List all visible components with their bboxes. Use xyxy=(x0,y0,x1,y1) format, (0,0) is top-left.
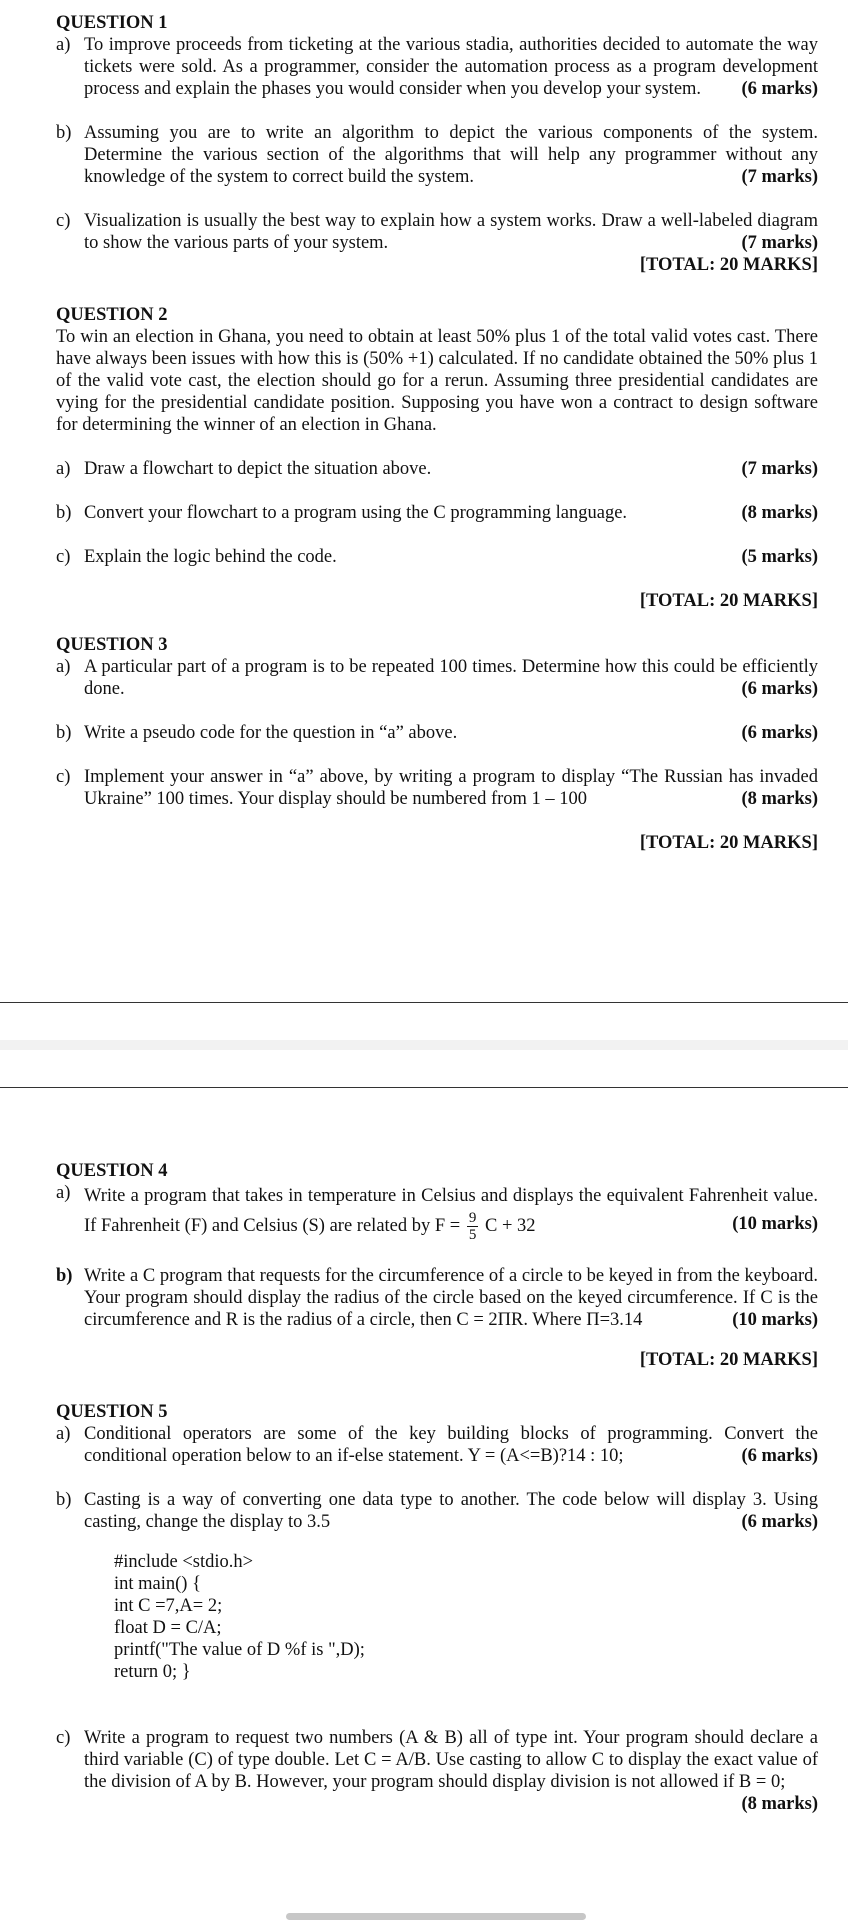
horizontal-scrollbar[interactable] xyxy=(286,1913,586,1920)
part-text: Convert your flowchart to a program using the C programming language. xyxy=(84,503,628,523)
page-gap xyxy=(0,1040,848,1050)
page-one xyxy=(56,12,818,854)
marks-label: (6 marks) xyxy=(741,1446,818,1466)
marks-label: (10 marks) xyxy=(732,1214,818,1234)
part-text: Write a C program that requests for the circumference of a circle to be keyed in from the keyboard. Your program should display the radius of the circle based on the keyed circumference. If C is the circumference and R is the radius of a circle, then C = 2ΠR. Where Π=3.14 xyxy=(84,1266,818,1330)
part-text: Assuming you are to write an algorithm to depict the various components of the system. Determine the various section of the algorithms that will help any programmer without any knowledge of the system to correct build the system. xyxy=(84,123,818,187)
marks-label: (6 marks) xyxy=(741,679,818,699)
page-divider-bottom xyxy=(0,1087,848,1088)
question-1-part-c xyxy=(56,210,818,254)
part-text: Explain the logic behind the code. xyxy=(84,547,337,567)
question-2-part-a xyxy=(56,458,818,480)
code-snippet xyxy=(114,1551,818,1683)
part-text: Casting is a way of converting one data type to another. The code below will display 3. Using casting, change the display to 3.5 xyxy=(84,1490,818,1532)
part-label: c) xyxy=(56,767,71,787)
question-5-part-a xyxy=(56,1423,818,1467)
fraction-numerator: 9 xyxy=(468,1210,477,1226)
part-label: a) xyxy=(56,657,71,677)
question-3-part-a xyxy=(56,656,818,700)
code-line: int C =7,A= 2; xyxy=(114,1596,223,1616)
question-5-title: QUESTION 5 xyxy=(56,1402,168,1422)
part-label: b) xyxy=(56,1266,73,1286)
part-text: C + 32 xyxy=(484,1215,536,1236)
fraction-denominator: 5 xyxy=(468,1227,477,1243)
question-3-total: [TOTAL: 20 MARKS] xyxy=(639,833,818,853)
question-1-part-b xyxy=(56,122,818,188)
marks-label: (10 marks) xyxy=(732,1310,818,1330)
question-1-total: [TOTAL: 20 MARKS] xyxy=(639,255,818,275)
code-line: #include <stdio.h> xyxy=(114,1552,254,1572)
marks-label: (7 marks) xyxy=(741,459,818,479)
question-4-part-a xyxy=(56,1182,818,1243)
marks-label: (8 marks) xyxy=(741,1794,818,1814)
question-4-part-b xyxy=(56,1265,818,1331)
code-line: return 0; } xyxy=(114,1662,191,1682)
part-label: c) xyxy=(56,1728,71,1748)
question-4-total: [TOTAL: 20 MARKS] xyxy=(639,1350,818,1370)
marks-label: (7 marks) xyxy=(741,167,818,187)
question-3-part-c xyxy=(56,766,818,810)
part-text: Conditional operators are some of the key building blocks of programming. Convert the conditional operation below to an if-else statement. Y = (A<=B)?14 : 10; xyxy=(84,1424,818,1466)
code-line: printf("The value of D %f is ",D); xyxy=(114,1640,365,1660)
page-divider-top xyxy=(0,1002,848,1003)
marks-label: (6 marks) xyxy=(741,1512,818,1532)
question-2-intro: To win an election in Ghana, you need to obtain at least 50% plus 1 of the total valid votes cast. There have always been issues with how this is (50% +1) calculated. If no candidate obtained the 50% plus 1 of the valid vote cast, the election should go for a rerun. Assuming three presidential candidates are vying for the presidential candidate position. Supposing you have won a contract to design software for determining the winner of an election in Ghana. xyxy=(56,327,818,435)
part-label: a) xyxy=(56,35,71,55)
marks-label: (7 marks) xyxy=(741,233,818,253)
question-5-part-c xyxy=(56,1727,818,1815)
part-text: Write a program to request two numbers (A & B) all of type int. Your program should declare a third variable (C) of type double. Let C = A/B. Use casting to allow C to display the exact value of the division of A by B. However, your program should display division is not allowed if B = 0; xyxy=(84,1728,818,1792)
question-4-title: QUESTION 4 xyxy=(56,1161,168,1181)
question-3-title: QUESTION 3 xyxy=(56,635,168,655)
part-label: a) xyxy=(56,1183,71,1203)
part-label: a) xyxy=(56,1424,71,1444)
question-2-total: [TOTAL: 20 MARKS] xyxy=(639,591,818,611)
part-label: b) xyxy=(56,1490,72,1510)
question-3-part-b xyxy=(56,722,818,744)
part-label: b) xyxy=(56,123,72,143)
part-text: Draw a flowchart to depict the situation above. xyxy=(84,459,432,479)
part-label: a) xyxy=(56,459,71,479)
question-1-part-a xyxy=(56,34,818,100)
part-text: Write a program that takes in temperature in Celsius and displays the equivalent Fahrenheit value. If Fahrenheit (F) and Celsius (S) are related by F = xyxy=(84,1186,818,1236)
code-line: int main() { xyxy=(114,1574,201,1594)
part-label: c) xyxy=(56,211,71,231)
part-text: Implement your answer in “a” above, by writing a program to display “The Russian has invaded Ukraine” 100 times. Your display should be numbered from 1 – 100 xyxy=(84,767,818,809)
part-label: b) xyxy=(56,503,72,523)
part-text: Write a pseudo code for the question in “a” above. xyxy=(84,723,458,743)
marks-label: (8 marks) xyxy=(741,789,818,809)
question-2-part-b xyxy=(56,502,818,524)
marks-label: (6 marks) xyxy=(741,723,818,743)
part-text: Visualization is usually the best way to explain how a system works. Draw a well-labeled diagram to show the various parts of your system. xyxy=(84,211,818,253)
marks-label: (5 marks) xyxy=(741,547,818,567)
question-5-part-b xyxy=(56,1489,818,1533)
question-2-part-c xyxy=(56,546,818,568)
marks-label: (8 marks) xyxy=(741,503,818,523)
question-2-title: QUESTION 2 xyxy=(56,305,168,325)
question-1-title: QUESTION 1 xyxy=(56,13,168,33)
code-line: float D = C/A; xyxy=(114,1618,222,1638)
part-text: A particular part of a program is to be repeated 100 times. Determine how this could be efficiently done. xyxy=(84,657,818,699)
marks-label: (6 marks) xyxy=(741,79,818,99)
fraction-nine-fifths xyxy=(467,1210,479,1243)
page-two xyxy=(56,1160,818,1815)
part-label: c) xyxy=(56,547,71,567)
part-text: To improve proceeds from ticketing at the various stadia, authorities decided to automate the way tickets were sold. As a programmer, consider the automation process as a program development process and explain the phases you would consider when you develop your system. xyxy=(84,35,818,99)
part-label: b) xyxy=(56,723,72,743)
